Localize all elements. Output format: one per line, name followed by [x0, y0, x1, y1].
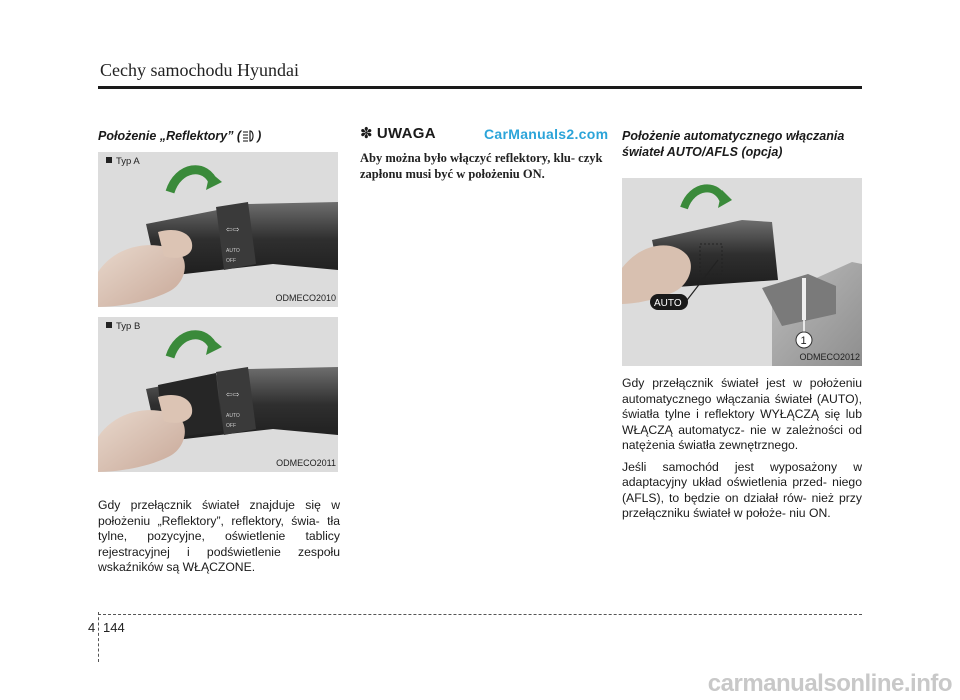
type-a-label: Typ A: [106, 156, 140, 167]
footer-divider: [98, 612, 99, 662]
figure-type-b: [98, 317, 338, 468]
auto-position-description-2: Jeśli samochód jest wyposażony w adaptacyjny układ oświetlenia przed- niego (AFLS), to będzie on działał rów- nież przy przełączniku świateł w położe- niu ON.: [622, 459, 862, 520]
heading-text-start: Położenie „Reflektory” (: [98, 129, 242, 143]
svg-text:⇦⇨: ⇦⇨: [226, 225, 240, 234]
svg-text:OFF: OFF: [226, 423, 236, 429]
right-column: [622, 120, 862, 522]
figure-auto-code: ODMECO2012: [799, 352, 860, 362]
svg-text:⇦⇨: ⇦⇨: [226, 390, 240, 399]
watermark-text: CarManuals2.com: [484, 126, 609, 142]
svg-text:AUTO: AUTO: [226, 413, 240, 419]
left-column: [98, 120, 340, 574]
auto-position-heading: Położenie automatycznego włączania świateł AUTO/AFLS (opcja): [622, 129, 845, 159]
callout-number: 1: [800, 335, 807, 347]
page-header-title: Cechy samochodu Hyundai: [100, 60, 299, 80]
svg-text:AUTO: AUTO: [226, 248, 240, 254]
middle-column: [360, 120, 609, 182]
auto-position-description-1: Gdy przełącznik świateł jest w położeniu automatycznego włączania świateł (AUTO), światła tylne i reflektory WYŁĄCZĄ się lub WŁĄCZĄ automatycz- nie w zależności od natężenia światła zewnętrznego.: [622, 376, 862, 452]
note-text: Aby można było włączyć reflektory, klu- czyk zapłonu musi być w położeniu ON.: [360, 151, 603, 181]
site-watermark: carmanualsonline.info: [707, 670, 952, 697]
figure-type-a: [98, 152, 338, 303]
headlight-icon: [242, 129, 256, 143]
stalk-illustration-type-a: [98, 152, 338, 307]
heading-text-end: ): [257, 129, 262, 143]
figure-b-code: ODMECO2011: [276, 458, 336, 468]
note-heading: [360, 124, 609, 142]
note-symbol-icon: ✽: [360, 125, 373, 142]
headlight-position-heading: [98, 128, 340, 144]
note-title: UWAGA: [376, 125, 436, 142]
figure-a-code: ODMECO2010: [275, 293, 336, 303]
stalk-photo-type-b: [98, 317, 338, 472]
stalk-photo-auto: [622, 178, 862, 366]
footer-rule: [98, 614, 862, 615]
header-rule: [98, 86, 862, 89]
auto-badge-label: AUTO: [654, 298, 682, 309]
headlight-position-description: Gdy przełącznik świateł znajduje się w położeniu „Reflektory”, reflektory, świa- tła tylne, pozycyjne, oświetlenie tablicy rejestracyjnej i podświetlenie zespołu wskaźników są WŁĄCZONE.: [98, 498, 340, 574]
stalk-illustration-type-b: [98, 317, 338, 472]
figure-auto: [622, 178, 862, 362]
stalk-photo-type-a: [98, 152, 338, 307]
chapter-number: 4: [88, 620, 96, 635]
type-b-label: Typ B: [106, 321, 140, 332]
svg-text:OFF: OFF: [226, 258, 236, 264]
auto-stalk-illustration: [622, 178, 862, 366]
page-number: 144: [103, 620, 125, 635]
